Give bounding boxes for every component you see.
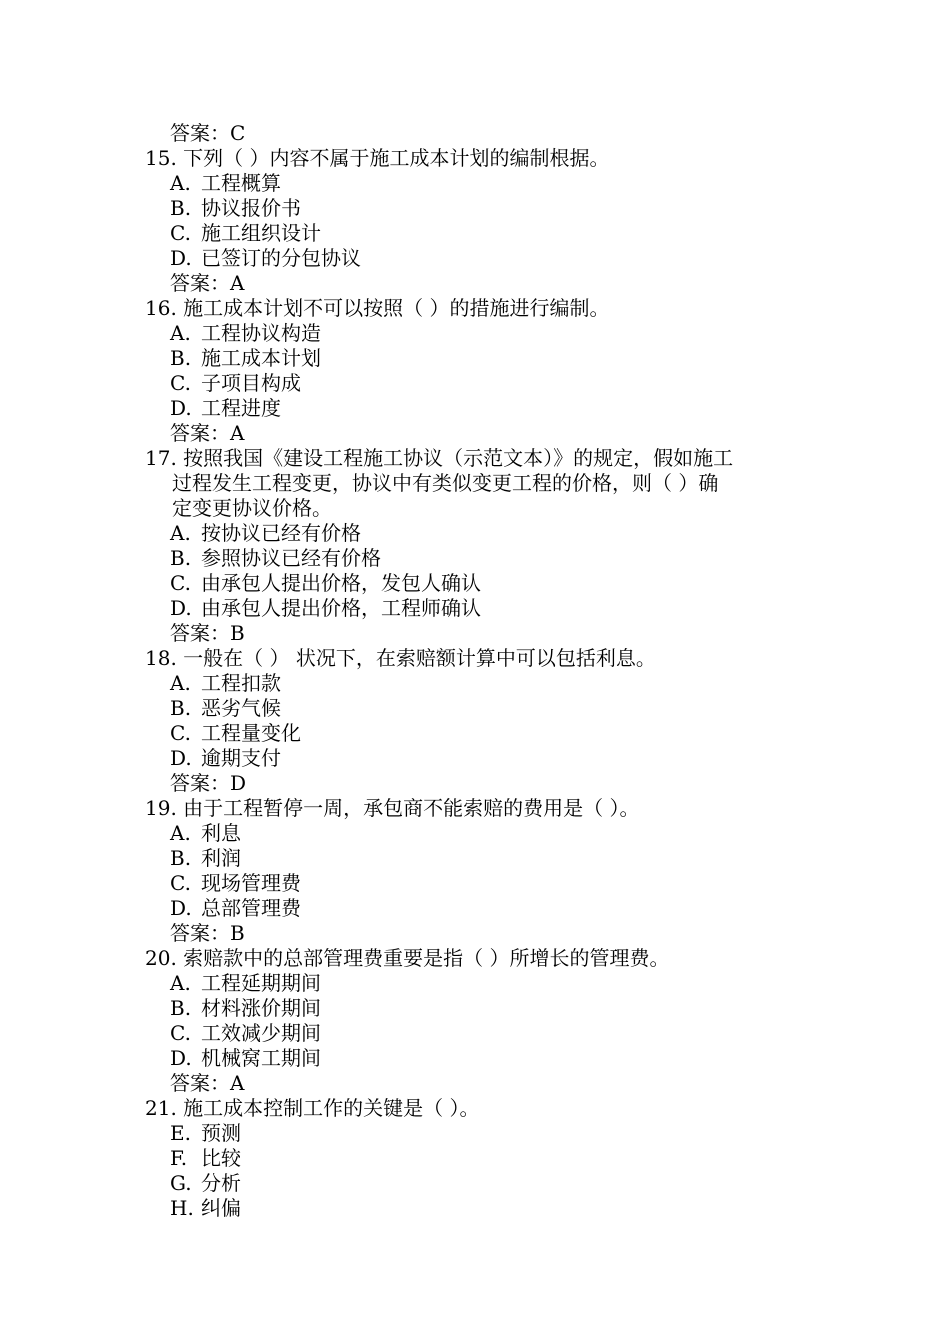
answer-line: 答案：D bbox=[170, 771, 247, 795]
option-text: 由承包人提出价格，工程师确认 bbox=[201, 596, 481, 620]
option-letter: A. bbox=[170, 971, 191, 995]
option-text: 施工成本计划 bbox=[201, 346, 321, 370]
option-text: 由承包人提出价格，发包人确认 bbox=[201, 571, 481, 595]
question-block bbox=[0, 646, 950, 796]
option-letter: A. bbox=[170, 171, 191, 195]
option-text: 纠偏 bbox=[201, 1196, 241, 1220]
option-letter: C. bbox=[170, 221, 191, 245]
option-text: 按协议已经有价格 bbox=[201, 521, 361, 545]
option-item bbox=[0, 1021, 950, 1046]
question-text: 19. 由于工程暂停一周，承包商不能索赔的费用是（ ）。 bbox=[145, 796, 640, 820]
answer-line: 答案：C bbox=[170, 121, 246, 145]
answer-line: 答案：A bbox=[170, 271, 245, 295]
option-item bbox=[0, 746, 950, 771]
option-text: 工程量变化 bbox=[201, 721, 301, 745]
question-text: 15. 下列（ ）内容不属于施工成本计划的编制根据。 bbox=[145, 146, 610, 170]
option-letter: F. bbox=[170, 1146, 188, 1170]
option-text: 工程进度 bbox=[201, 396, 281, 420]
option-item bbox=[0, 521, 950, 546]
question-text: 18. 一般在（ ） 状况下，在索赔额计算中可以包括利息。 bbox=[145, 646, 656, 670]
option-letter: C. bbox=[170, 871, 191, 895]
question-block bbox=[0, 796, 950, 946]
question-block bbox=[0, 946, 950, 1096]
option-letter: D. bbox=[170, 246, 192, 270]
option-text: 材料涨价期间 bbox=[201, 996, 321, 1020]
option-text: 现场管理费 bbox=[201, 871, 301, 895]
option-item bbox=[0, 996, 950, 1021]
option-item bbox=[0, 871, 950, 896]
option-item bbox=[0, 596, 950, 621]
option-text: 总部管理费 bbox=[201, 896, 301, 920]
option-item bbox=[0, 346, 950, 371]
option-text: 利息 bbox=[201, 821, 241, 845]
option-item bbox=[0, 171, 950, 196]
question-block bbox=[0, 446, 950, 646]
option-item bbox=[0, 821, 950, 846]
option-item bbox=[0, 696, 950, 721]
option-letter: D. bbox=[170, 1046, 192, 1070]
option-item bbox=[0, 321, 950, 346]
question-block bbox=[0, 1096, 950, 1221]
option-text: 预测 bbox=[201, 1121, 241, 1145]
option-letter: D. bbox=[170, 596, 192, 620]
option-text: 逾期支付 bbox=[201, 746, 281, 770]
option-letter: B. bbox=[170, 346, 192, 370]
option-item bbox=[0, 1146, 950, 1171]
answer-line: 答案：A bbox=[170, 1071, 245, 1095]
option-item bbox=[0, 546, 950, 571]
option-item bbox=[0, 221, 950, 246]
option-letter: B. bbox=[170, 996, 192, 1020]
option-letter: A. bbox=[170, 821, 191, 845]
option-letter: A. bbox=[170, 671, 191, 695]
option-letter: G. bbox=[170, 1171, 192, 1195]
question-block bbox=[0, 146, 950, 296]
option-item bbox=[0, 196, 950, 221]
option-text: 已签订的分包协议 bbox=[201, 246, 361, 270]
option-text: 工程延期期间 bbox=[201, 971, 321, 995]
question-text-continuation: 过程发生工程变更，协议中有类似变更工程的价格，则（ ）确 bbox=[172, 471, 719, 495]
option-letter: E. bbox=[170, 1121, 191, 1145]
option-text: 协议报价书 bbox=[201, 196, 301, 220]
option-item bbox=[0, 1121, 950, 1146]
option-letter: D. bbox=[170, 746, 192, 770]
option-letter: C. bbox=[170, 721, 191, 745]
option-text: 工程协议构造 bbox=[201, 321, 321, 345]
answer-line: 答案：A bbox=[170, 421, 245, 445]
option-text: 工程扣款 bbox=[201, 671, 281, 695]
option-item bbox=[0, 1046, 950, 1071]
option-letter: B. bbox=[170, 846, 192, 870]
question-text: 21. 施工成本控制工作的关键是（ ）。 bbox=[145, 1096, 480, 1120]
option-letter: A. bbox=[170, 321, 191, 345]
option-item bbox=[0, 896, 950, 921]
option-item bbox=[0, 671, 950, 696]
option-text: 利润 bbox=[201, 846, 241, 870]
option-letter: D. bbox=[170, 896, 192, 920]
option-text: 子项目构成 bbox=[201, 371, 301, 395]
document-page bbox=[0, 121, 950, 1221]
option-item bbox=[0, 371, 950, 396]
option-item bbox=[0, 571, 950, 596]
answer-line: 答案：B bbox=[170, 621, 245, 645]
option-text: 工程概算 bbox=[201, 171, 281, 195]
option-letter: C. bbox=[170, 1021, 191, 1045]
option-item bbox=[0, 846, 950, 871]
question-text: 16. 施工成本计划不可以按照（ ）的措施进行编制。 bbox=[145, 296, 610, 320]
question-text: 17. 按照我国《建设工程施工协议（示范文本）》的规定，假如施工 bbox=[145, 446, 734, 470]
option-letter: D. bbox=[170, 396, 192, 420]
option-item bbox=[0, 971, 950, 996]
question-text-continuation: 定变更协议价格。 bbox=[172, 496, 332, 520]
option-text: 分析 bbox=[201, 1171, 241, 1195]
option-item bbox=[0, 1196, 950, 1221]
option-letter: C. bbox=[170, 371, 191, 395]
option-text: 工效减少期间 bbox=[201, 1021, 321, 1045]
option-text: 机械窝工期间 bbox=[201, 1046, 321, 1070]
option-item bbox=[0, 1171, 950, 1196]
option-text: 恶劣气候 bbox=[201, 696, 281, 720]
option-letter: B. bbox=[170, 196, 192, 220]
option-item bbox=[0, 246, 950, 271]
option-text: 参照协议已经有价格 bbox=[201, 546, 381, 570]
option-letter: B. bbox=[170, 546, 192, 570]
question-list bbox=[0, 146, 950, 1221]
option-letter: A. bbox=[170, 521, 191, 545]
option-letter: B. bbox=[170, 696, 192, 720]
question-text: 20. 索赔款中的总部管理费重要是指（ ）所增长的管理费。 bbox=[145, 946, 670, 970]
answer-line: 答案：B bbox=[170, 921, 245, 945]
option-text: 施工组织设计 bbox=[201, 221, 321, 245]
option-text: 比较 bbox=[201, 1146, 241, 1170]
option-letter: C. bbox=[170, 571, 191, 595]
option-letter: H. bbox=[170, 1196, 194, 1220]
option-item bbox=[0, 721, 950, 746]
question-block bbox=[0, 296, 950, 446]
option-item bbox=[0, 396, 950, 421]
